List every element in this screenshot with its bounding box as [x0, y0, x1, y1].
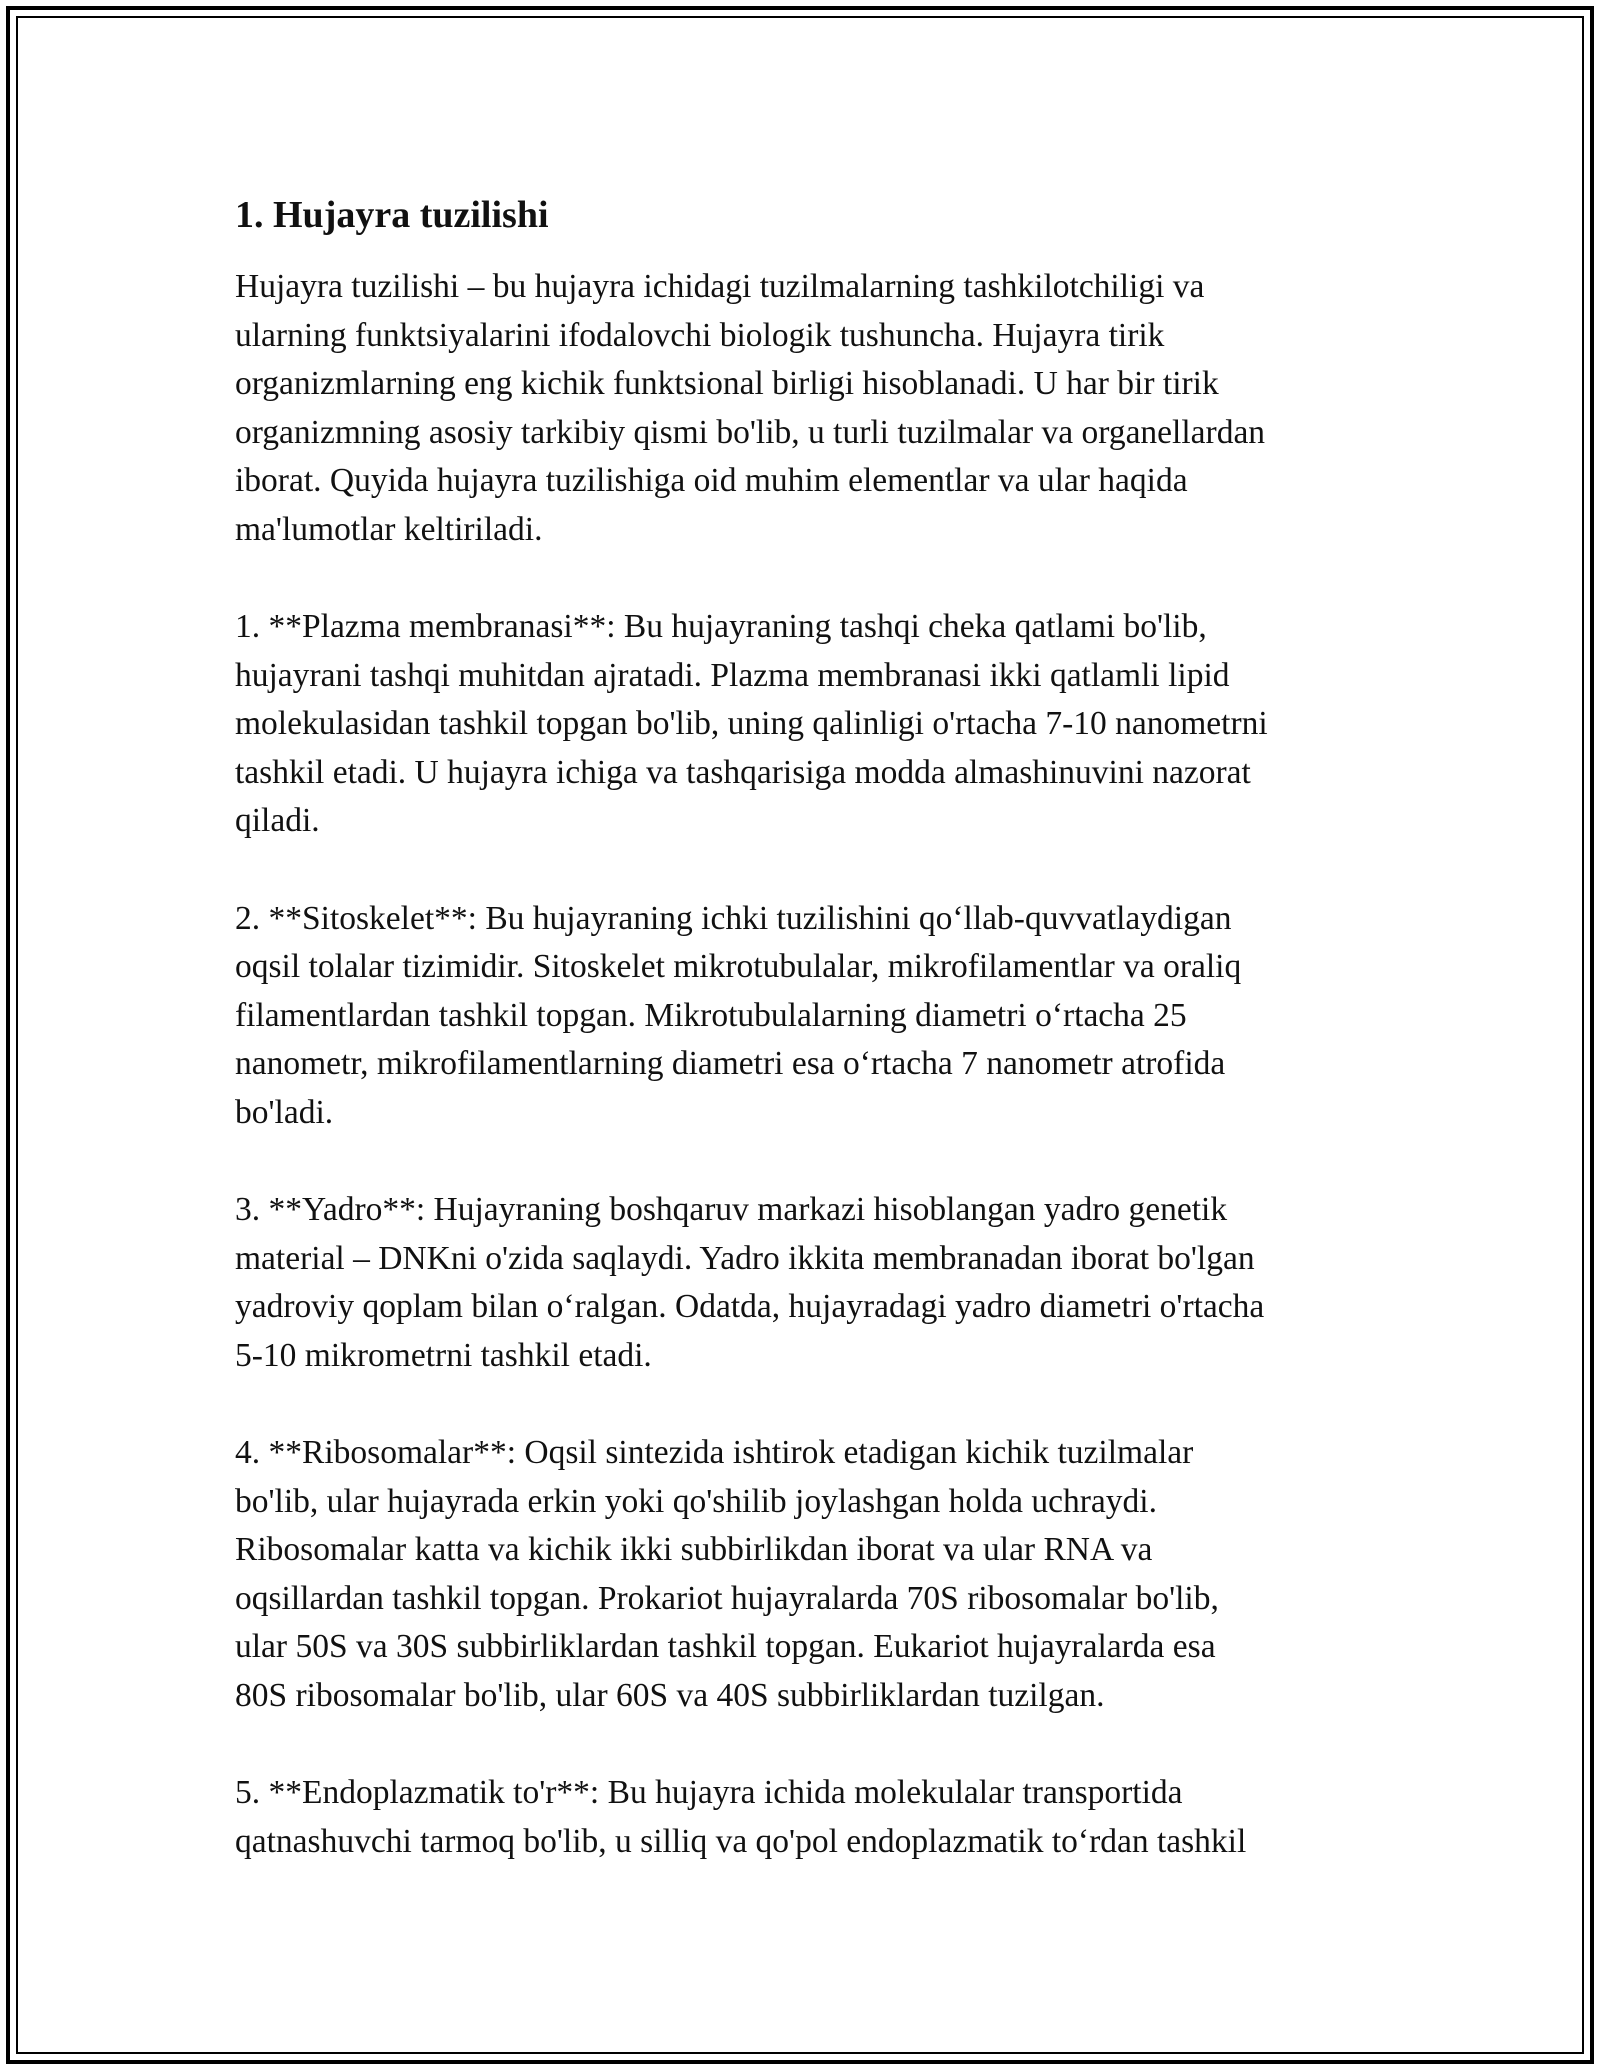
paragraph-endoplazmatik-tor: 5. **Endoplazmatik to'r**: Bu hujayra ichida molekulalar transportida qatnashuvchi tarmoq bo'lib, u silliq va qo'pol endoplazmatik to‘rdan tashkil [235, 1774, 1247, 1860]
paragraph-plazma-membranasi: 1. **Plazma membranasi**: Bu hujayraning tashqi cheka qatlami bo'lib, hujayrani tashqi muhitdan ajratadi. Plazma membranasi ikki qatlamli lipid molekulasidan tashkil topgan bo'lib, uning qalinligi o'rtacha 7-10 nanometrni tashkil etadi. U hujayra ichiga va tashqarisiga modda almashinuvini nazorat qiladi. [235, 608, 1268, 839]
intro-paragraph: Hujayra tuzilishi – bu hujayra ichidagi tuzilmalarning tashkilotchiligi va ularning funktsiyalarini ifodalovchi biologik tushuncha. Hujayra tirik organizmlarning eng kichik funktsional birligi hisoblanadi. U har bir tirik organizmning asosiy tarkibiy qismi bo'lib, u turli tuzilmalar va organellardan iborat. Quyida hujayra tuzilishiga oid muhim elementlar va ular haqida ma'lumotlar keltiriladi. [235, 268, 1266, 548]
document-title: 1. Hujayra tuzilishi [235, 194, 549, 236]
paragraph-yadro: 3. **Yadro**: Hujayraning boshqaruv markazi hisoblangan yadro genetik material – DNKni o'zida saqlaydi. Yadro ikkita membranadan iborat bo'lgan yadroviy qoplam bilan o‘ralgan. Odatda, hujayradagi yadro diametri o'rtacha 5-10 mikrometrni tashkil etadi. [235, 1191, 1265, 1374]
paragraph-ribosomalar: 4. **Ribosomalar**: Oqsil sintezida ishtirok etadigan kichik tuzilmalar bo'lib, ular hujayrada erkin yoki qo'shilib joylashgan holda uchraydi. Ribosomalar katta va kichik ikki subbirlikdan iborat va ular RNA va oqsillardan tashkil topgan. Prokariot hujayralarda 70S ribosomalar bo'lib, ular 50S va 30S subbirliklardan tashkil topgan. Eukariot hujayralarda esa 80S ribosomalar bo'lib, ular 60S va 40S subbirliklardan tuzilgan. [235, 1434, 1219, 1714]
paragraph-sitoskelet: 2. **Sitoskelet**: Bu hujayraning ichki tuzilishini qo‘llab-quvvatlaydigan oqsil tolalar tizimidir. Sitoskelet mikrotubulalar, mikrofilamentlar va oraliq filamentlardan tashkil topgan. Mikrotubulalarning diametri o‘rtacha 25 nanometr, mikrofilamentlarning diametri esa o‘rtacha 7 nanometr atrofida bo'ladi. [235, 899, 1242, 1131]
document-body [235, 185, 1385, 1915]
